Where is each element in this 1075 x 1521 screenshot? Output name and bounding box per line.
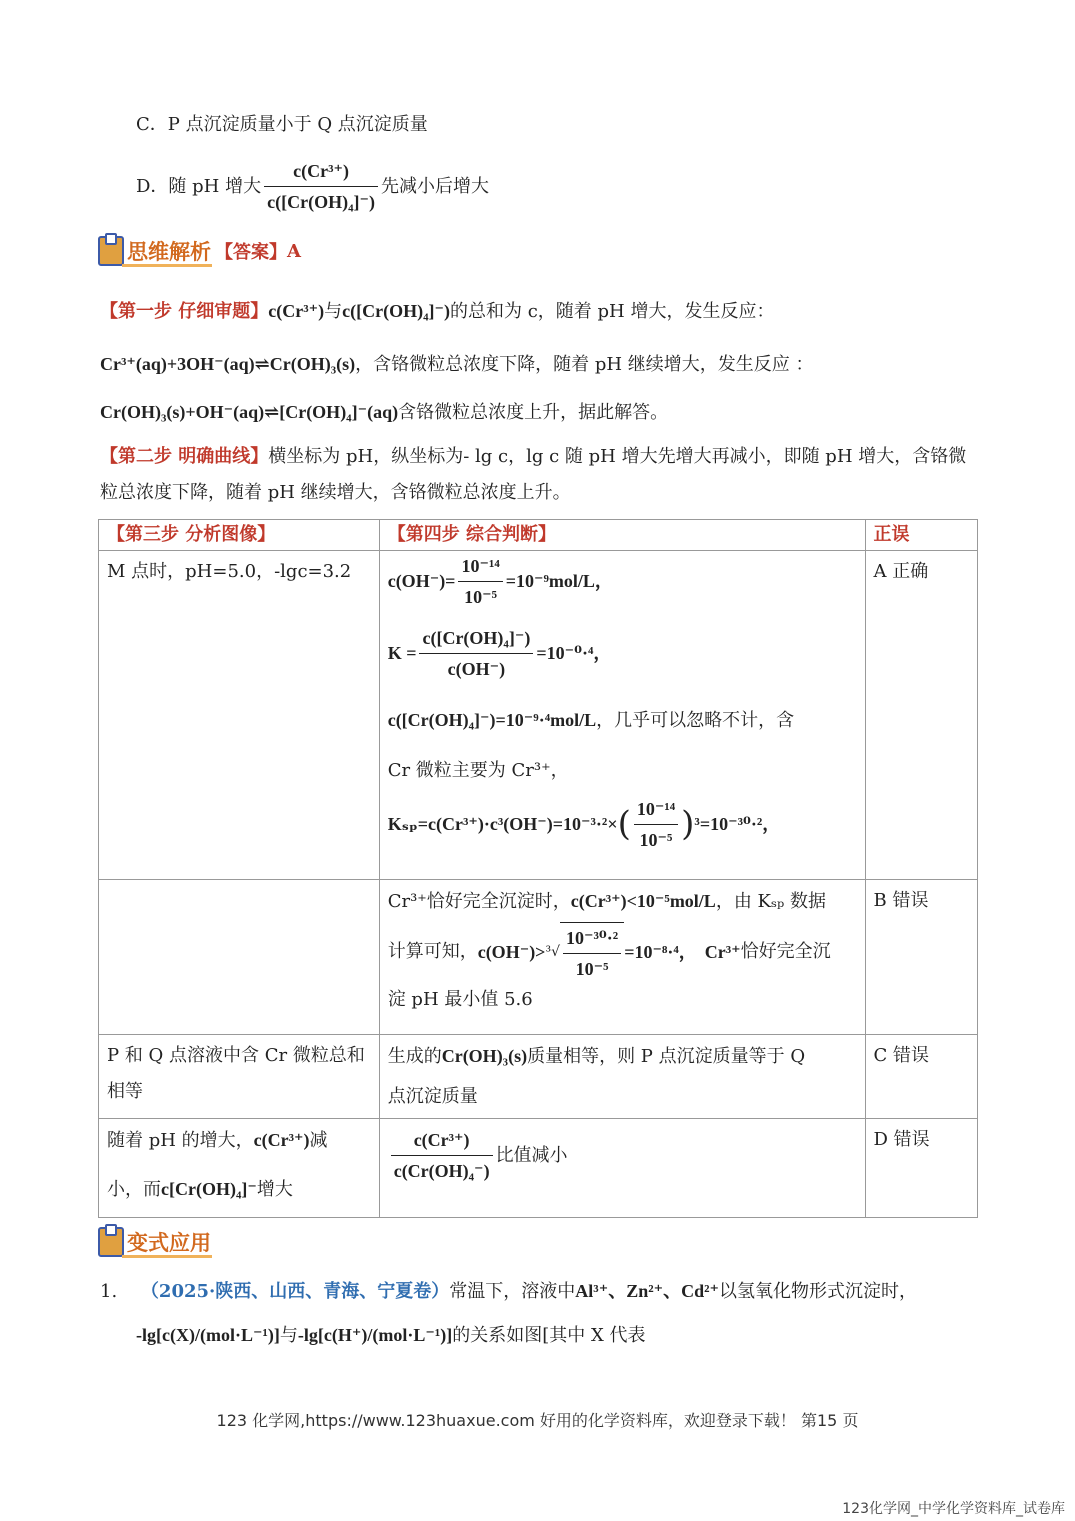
table-row: [99, 551, 978, 880]
option-c: C．P 点沉淀质量小于 Q 点沉淀质量: [136, 114, 428, 135]
table-header-row: [99, 520, 978, 551]
analysis-underline: [122, 264, 212, 267]
step2-label: 【第二步 明确曲线】: [100, 446, 269, 467]
row4-c1b: c(Cr³⁺): [253, 1130, 310, 1150]
row4-c1d: 小，而: [107, 1179, 161, 1200]
row1-f5-num: 10⁻¹⁴: [634, 796, 678, 825]
step1-and: 与: [324, 301, 343, 322]
row3-analysis: [99, 1035, 380, 1119]
row1-f2-rhs: =10⁻⁰·⁴，: [536, 643, 612, 663]
row4-c1e: c[Cr(OH)₄]⁻: [161, 1179, 257, 1199]
row3-c2c: 质量相等，则 P 点沉淀质量等于 Q: [527, 1046, 806, 1067]
row1-f1-num: 10⁻¹⁴: [458, 553, 502, 582]
row4-verdict: D 错误: [865, 1119, 977, 1218]
analysis-title: 思维解析: [127, 240, 211, 264]
step1-croh4: c([Cr(OH)₄]⁻): [342, 301, 450, 321]
answer-value: A: [287, 240, 301, 262]
row2-l2-den: 10⁻⁵: [575, 959, 609, 979]
step1-cr3: c(Cr³⁺): [268, 301, 325, 321]
row2-l1a: Cr³⁺恰好完全沉淀时，: [387, 891, 571, 912]
step2-line1: [100, 444, 966, 470]
corner-watermark: 123化学网_中学化学资料库_试卷库: [842, 1501, 1065, 1517]
row4-analysis: [99, 1119, 380, 1218]
step1-text: 的总和为 c，随着 pH 增大，发生反应：: [450, 301, 775, 322]
table-row: [99, 880, 978, 1035]
step1-eq1-text: ，含铬微粒总浓度下降，随着 pH 继续增大，发生反应 ：: [355, 354, 814, 375]
question-y-expr: -lg[c(X)/(mol·L⁻¹)]: [136, 1325, 280, 1345]
row1-f1-den: 10⁻⁵: [464, 586, 498, 607]
analysis-table: [98, 519, 978, 1218]
option-d: [136, 158, 489, 215]
row3-verdict: C 错误: [865, 1035, 977, 1119]
row2-l2c: =10⁻⁸·⁴，: [624, 942, 697, 962]
row1-f2-num: c([Cr(OH)₄]⁻): [419, 625, 533, 654]
question-text2: 以氢氧化物形式沉淀时，: [719, 1281, 918, 1302]
row2-verdict: B 错误: [865, 880, 977, 1035]
step1-line2: [100, 351, 813, 378]
row4-c2-den: c(Cr(OH)₄⁻): [393, 1161, 490, 1181]
row2-l2b: c(OH⁻)>: [477, 942, 546, 962]
clipboard-icon: [98, 1227, 124, 1257]
row3-c1a: P 和 Q 点溶液中含 Cr 微粒总和: [107, 1045, 365, 1066]
row2-l2e: 恰好完全沉: [740, 941, 831, 962]
row1-analysis: M 点时，pH=5.0，-lgc=3.2: [99, 551, 380, 880]
row3-c2b: Cr(OH)₃(s): [441, 1046, 528, 1066]
row1-f1-rhs: =10⁻⁹mol/L，: [505, 571, 613, 591]
row1-f2-den: c(OH⁻): [447, 658, 506, 679]
step1-eq1: Cr³⁺(aq)+3OH⁻(aq)⇌Cr(OH)₃(s): [100, 354, 356, 374]
answer-label: 【答案】: [215, 242, 287, 263]
row1-f1-lhs: c(OH⁻)=: [387, 571, 456, 591]
header-step3: 【第三步 分析图像】: [99, 520, 380, 551]
step1-eq2: Cr(OH)₃(s)+OH⁻(aq)⇌[Cr(OH)₄]⁻(aq): [100, 402, 399, 422]
row1-f5-lhs: Kₛₚ=c(Cr³⁺)·c³(OH⁻)=10⁻³·²×: [387, 814, 618, 834]
row4-c2-text: 比值减小: [495, 1144, 568, 1166]
question-number: 1.: [100, 1281, 118, 1302]
step1-label: 【第一步 仔细审题】: [100, 301, 269, 322]
step1-line3: [100, 399, 668, 426]
question-x-expr: -lg[c(H⁺)/(mol·L⁻¹)]: [297, 1325, 453, 1345]
row1-f2-lhs: K =: [387, 643, 417, 663]
variant-underline: [122, 1255, 212, 1258]
row2-l1c: ，由 Kₛₚ 数据: [715, 891, 826, 912]
row4-judgement: [379, 1119, 865, 1218]
row3-c2d: 点沉淀质量: [387, 1086, 478, 1107]
question-ions: Al³⁺、Zn²⁺、Cd²⁺: [575, 1281, 720, 1301]
step2-line2: 粒总浓度下降，随着 pH 继续增大，含铬微粒总浓度上升。: [100, 482, 571, 503]
variant-title: 变式应用: [127, 1231, 211, 1255]
question-source: （2025·陕西、山西、青海、宁夏卷）: [140, 1281, 450, 1302]
step2-text1: 横坐标为 pH，纵坐标为- lg c，lg c 随 pH 增大先增大再减小，即随 pH 增大，含铬微: [268, 446, 967, 467]
row3-judgement: [379, 1035, 865, 1119]
step1-eq2-text: 含铬微粒总浓度上升，据此解答。: [398, 402, 669, 423]
question-line2: [136, 1322, 646, 1349]
row1-verdict: A 正确: [865, 551, 977, 880]
row2-l3: 淀 pH 最小值 5.6: [387, 989, 533, 1010]
table-row: [99, 1035, 978, 1119]
option-d-suffix: 先减小后增大: [380, 175, 489, 197]
row1-f4: Cr 微粒主要为 Cr³⁺，: [387, 760, 569, 781]
row1-f5-den: 10⁻⁵: [639, 829, 673, 850]
row1-f5-rhs: ³=10⁻³⁰·²，: [694, 814, 781, 834]
table-row: [99, 1119, 978, 1218]
question-text1: 常温下，溶液中: [449, 1281, 576, 1302]
question-line1: [100, 1278, 917, 1305]
analysis-heading: [98, 236, 301, 266]
row4-c2-num: c(Cr³⁺): [391, 1127, 493, 1156]
row2-l2d: Cr³⁺: [704, 942, 741, 962]
row1-f3: c([Cr(OH)₄]⁻)=10⁻⁹·⁴mol/L: [387, 710, 597, 730]
row3-c1b: 相等: [107, 1081, 143, 1102]
option-d-fraction: [264, 158, 378, 215]
row2-judgement: Cr³⁺恰好完全沉淀时，c(Cr³⁺)<10⁻⁵mol/L，由 Kₛₚ 数据 计算可知， c(OH⁻)> ³√ $\frac{\text{10⁻³⁰·²}}{\text{10⁻⁵}}$ =10⁻⁸·⁴， Cr³⁺ 恰好完全沉 淀 pH 最小值 5.6: [379, 880, 865, 1035]
option-d-prefix: D．随 pH 增大: [136, 175, 262, 197]
question-text3: 的关系如图[其中 X 代表: [452, 1325, 646, 1346]
page-footer: 123 化学网,https://www.123huaxue.com 好用的化学资料库，欢迎登录下载！ 第15 页: [216, 1411, 859, 1430]
row4-c1a: 随着 pH 的增大，: [107, 1130, 254, 1151]
row1-judgement: c(OH⁻)= $\frac{\text{10⁻¹⁴}}{\text{10⁻⁵}}$ =10⁻⁹mol/L， K = $\frac{\text{c([Cr(OH)₄]⁻)}}{c(OH^-)}$ =10⁻⁰·⁴， c([Cr(OH)₄]⁻)=10⁻⁹·⁴mol/L，几乎可以忽略不计，含 Cr 微粒主要为 Cr³⁺， Kₛₚ=c(Cr³⁺)·c³(OH⁻)=10⁻³·²× ( $\frac{\text{10⁻¹⁴}}{\text{10⁻⁵}}$ ) ³=10⁻³⁰·²，: [379, 551, 865, 880]
row2-l1b: c(Cr³⁺)<10⁻⁵mol/L: [570, 891, 716, 911]
step1-line1: [100, 298, 774, 325]
clipboard-icon: [98, 236, 124, 266]
header-verdict: 正误: [865, 520, 977, 551]
row2-analysis: [99, 880, 380, 1035]
header-step4: 【第四步 综合判断】: [379, 520, 865, 551]
row2-l2a: 计算可知，: [387, 941, 478, 962]
row3-c2a: 生成的: [387, 1046, 442, 1067]
variant-heading: [98, 1227, 211, 1257]
question-and: 与: [279, 1325, 298, 1346]
row4-c1f: 增大: [256, 1179, 293, 1200]
option-d-numerator: c(Cr³⁺): [264, 158, 378, 187]
row1-f3-text: ，几乎可以忽略不计，含: [596, 710, 795, 731]
row4-c1c: 减: [309, 1130, 328, 1151]
row2-l2-num: 10⁻³⁰·²: [563, 925, 621, 954]
option-d-denominator: c([Cr(OH)₄]⁻): [267, 192, 375, 212]
